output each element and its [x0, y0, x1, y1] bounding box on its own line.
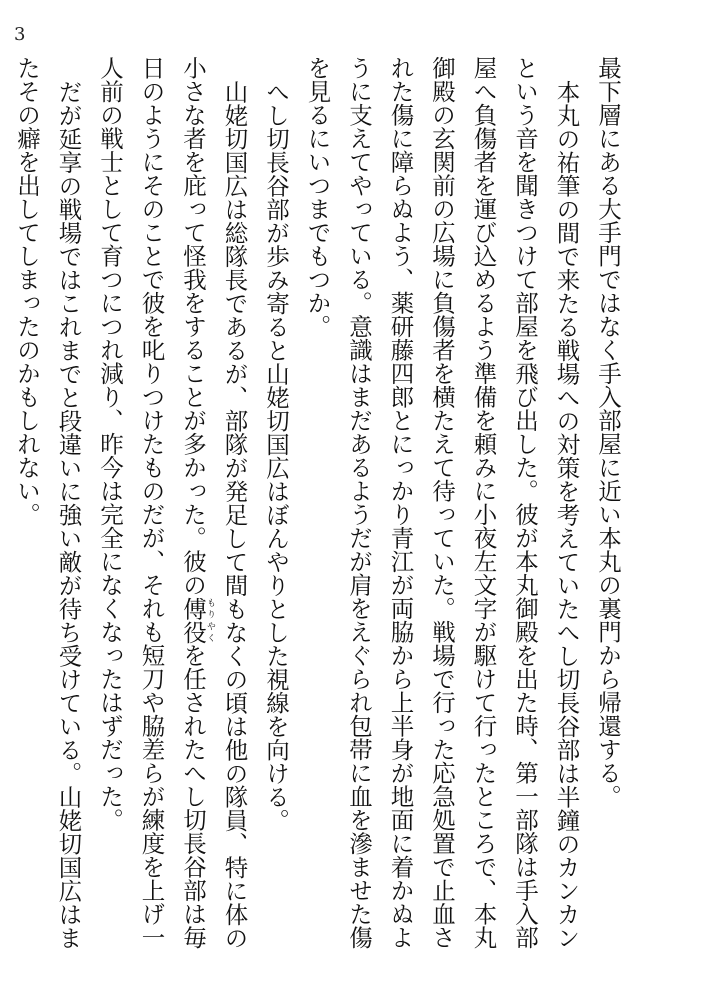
paragraph-1: 最下層にある大手門ではなく手入部屋に近い本丸の裏門から帰還する。: [594, 56, 622, 808]
paragraph-5: だが延享の戦場ではこれまでと段違いに強い敵が待ち受けている。山姥切国広はまたその癖を出してしまったのかもしれない。: [13, 56, 83, 949]
paragraph-4: [89, 56, 255, 961]
paragraph-4-after: を任されたへし切長谷部は毎日のようにそのことで彼を叱りつけたものだが、それも短刀や脇差らが練度を上げ一人前の戦士として育つにつれ減り、昨今は完全になくなったはずだった。: [96, 56, 207, 949]
novel-text-body: [0, 56, 628, 961]
paragraph-3: へし切長谷部が歩み寄ると山姥切国広はぼんやりとした視線を向ける。: [262, 79, 290, 832]
page-number: 3: [14, 24, 26, 45]
paragraph-2: 本丸の祐筆の間で来たる戦場への対策を考えていたへし切長谷部は半鐘のカンカンという音を聞きつけて部屋を飛び出した。彼が本丸御殿を出た時、第一部隊は手入部屋へ負傷者を運び込めるよう準備を頼みに小夜左文字が駆けて行ったところで、本丸御殿の玄関前の広場に負傷者を横たえて待っていた。戦場で行った応急処置で止血された傷に障らぬよう、薬研藤四郎とにっかり青江が両脇から上半身が地面に着かぬように支えてやっている。意識はまだあるようだが肩をえぐられ包帯に血を滲ませた傷を見るにいつまでもつか。: [303, 56, 581, 949]
paragraph-6-dialogue: [0, 56, 6, 961]
furigana-moriyaku: 傅役もりやく: [179, 596, 215, 644]
paragraph-4-before: 山姥切国広は総隊長であるが、部隊が発足して間もなくの頃は他の隊員、特に体の小さな者を庇って怪我をすることが多かった。彼の: [179, 56, 249, 949]
